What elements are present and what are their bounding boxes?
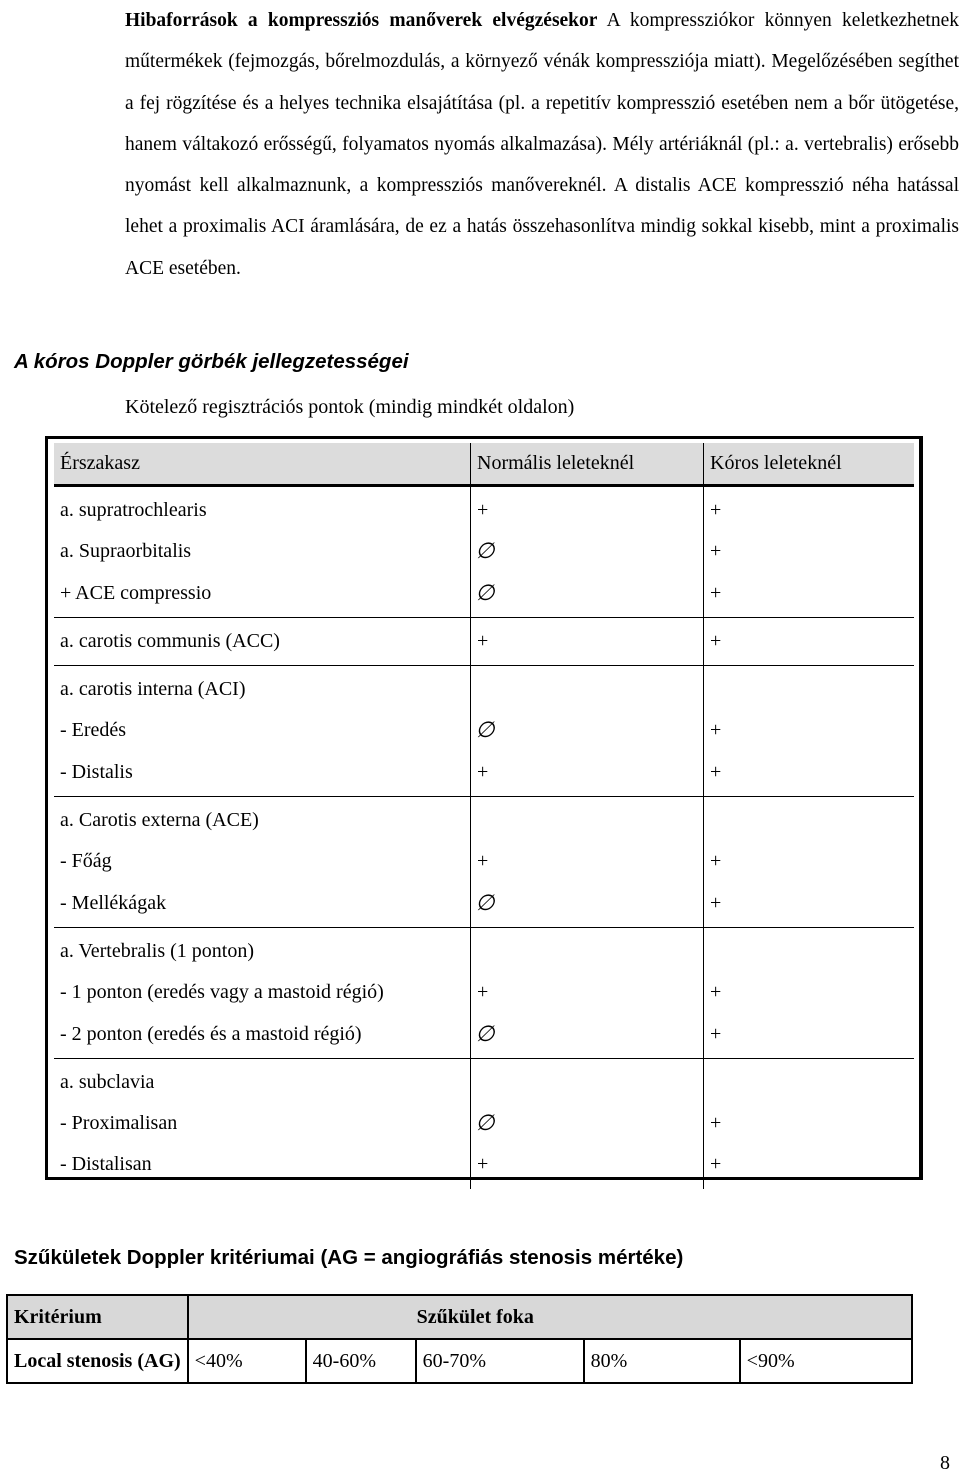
normal-cell (471, 1058, 704, 1188)
row-value: + (710, 850, 722, 873)
row-label: a. supratrochlearis (60, 499, 207, 521)
table-row-group (54, 666, 914, 797)
intro-text-a: A kompressziókor könnyen keletkezhetnek műtermékek (fejmozgás, bőrelmozdulás, a környező vénák kompressziója miatt). Megelőzésében segíthet a fej rögzítése és a helyes technika elsajátítása (pl. a repetitív kompresszió esetében nem a bőr ütögetése, hanem váltakozó erősségű, folyamatos nyomás alkalmazása). Mély artériáknál (pl.: a. vertebralis) erősebb nyomást kell alkalmaznunk, a kompressziós manővereknél. (125, 10, 959, 197)
row-value: + (710, 540, 722, 563)
row-label: Local stenosis (AG) (7, 1339, 188, 1383)
row-value: + (477, 850, 489, 873)
label-cell (54, 927, 471, 1058)
table-row-group (54, 1058, 914, 1188)
row-label: a. subclavia (60, 1070, 155, 1093)
empty-set-symbol: ∅ (474, 1111, 499, 1137)
row-label: a. carotis interna (ACI) (60, 678, 246, 701)
label-cell (54, 617, 471, 665)
abnormal-cell (704, 666, 915, 797)
row-value: + (477, 629, 489, 652)
header-cell: Kóros leleteknél (704, 443, 915, 486)
table-header-row (7, 1295, 912, 1339)
intro-heading: Hibaforrások a kompressziós manőverek elvégzésekor (125, 10, 598, 31)
row-value: + (710, 981, 722, 1004)
table-header-row (54, 443, 914, 486)
row-value (477, 669, 703, 710)
table-row-group (54, 486, 914, 618)
row-value (474, 883, 703, 924)
value-cell: <90% (740, 1339, 912, 1383)
abnormal-cell (704, 797, 915, 928)
row-label: - Eredés (60, 719, 127, 742)
value-cell: 40-60% (306, 1339, 416, 1383)
row-value: + (477, 760, 489, 783)
empty-set-symbol: ∅ (474, 539, 499, 565)
row-value: + (710, 891, 722, 914)
header-cell: Normális leleteknél (471, 443, 704, 486)
row-value: + (710, 1022, 722, 1045)
row-value: + (710, 499, 722, 521)
header-cell: Kritérium (7, 1295, 188, 1339)
value-cell: 80% (584, 1339, 740, 1383)
row-value: + (710, 629, 722, 652)
row-value (474, 1014, 703, 1055)
row-label: - 1 ponton (eredés vagy a mastoid régió) (60, 981, 384, 1004)
section2-title: Szűkületek Doppler kritériumai (AG = angiográfiás stenosis mértéke) (14, 1246, 684, 1269)
row-value: + (710, 1112, 722, 1135)
empty-set-symbol: ∅ (474, 1021, 499, 1047)
row-value (710, 800, 914, 841)
row-value (477, 931, 703, 972)
label-cell (54, 797, 471, 928)
table-row-group (54, 927, 914, 1058)
row-value: + (710, 1153, 722, 1176)
row-label: + ACE compressio (60, 581, 212, 604)
row-value (474, 573, 703, 614)
section1-subtitle: Kötelező regisztrációs pontok (mindig mindkét oldalon) (125, 396, 575, 418)
label-cell (54, 1058, 471, 1188)
row-label: a. Supraorbitalis (60, 540, 192, 563)
abnormal-cell (704, 617, 915, 665)
row-label: - Mellékágak (60, 891, 167, 914)
table-row-group (54, 617, 914, 665)
abnormal-cell (704, 1058, 915, 1188)
row-label: - Distalisan (60, 1153, 152, 1176)
intro-text-b: A distalis ACE kompresszió néha hatással lehet a proximalis ACI áramlására, de ez a hatás összehasonlítva mindig sokkal kisebb, mint a proximalis ACE esetében. (125, 175, 959, 279)
row-value: + (477, 1153, 489, 1176)
row-value (477, 800, 703, 841)
empty-set-symbol: ∅ (474, 890, 499, 916)
row-label: a. carotis communis (ACC) (60, 629, 280, 652)
row-value: + (710, 719, 722, 742)
row-value (477, 1062, 703, 1103)
row-value (474, 531, 703, 572)
row-label: a. Vertebralis (1 ponton) (60, 939, 255, 962)
row-label: a. Carotis externa (ACE) (60, 809, 259, 832)
normal-cell (471, 927, 704, 1058)
label-cell (54, 666, 471, 797)
table-row-group (54, 797, 914, 928)
table-row (7, 1339, 912, 1383)
row-value (710, 1062, 914, 1103)
row-value (710, 931, 914, 972)
row-label: - Distalis (60, 760, 133, 783)
normal-cell (471, 486, 704, 618)
value-cell: 60-70% (416, 1339, 584, 1383)
stenosis-criteria-table (6, 1294, 913, 1384)
abnormal-cell (704, 927, 915, 1058)
abnormal-cell (704, 486, 915, 618)
empty-set-symbol: ∅ (474, 580, 499, 606)
header-cell: Szűkület foka (188, 1295, 912, 1339)
normal-cell (471, 797, 704, 928)
row-label: - 2 ponton (eredés és a mastoid régió) (60, 1022, 362, 1045)
empty-set-symbol: ∅ (474, 718, 499, 744)
row-value: + (710, 760, 722, 783)
row-value (474, 710, 703, 751)
page-number: 8 (940, 1452, 950, 1474)
registration-table (45, 436, 923, 1180)
row-label: - Főág (60, 850, 112, 873)
normal-cell (471, 617, 704, 665)
normal-cell (471, 666, 704, 797)
row-value (710, 669, 914, 710)
row-label: - Proximalisan (60, 1112, 178, 1135)
value-cell: <40% (188, 1339, 306, 1383)
header-cell: Érszakasz (54, 443, 471, 486)
row-value: + (477, 981, 489, 1004)
intro-paragraph (125, 0, 959, 289)
label-cell (54, 486, 471, 618)
row-value (474, 1103, 703, 1144)
row-value: + (477, 499, 489, 521)
row-value: + (710, 581, 722, 604)
section1-title: A kóros Doppler görbék jellegzetességei (14, 350, 409, 373)
